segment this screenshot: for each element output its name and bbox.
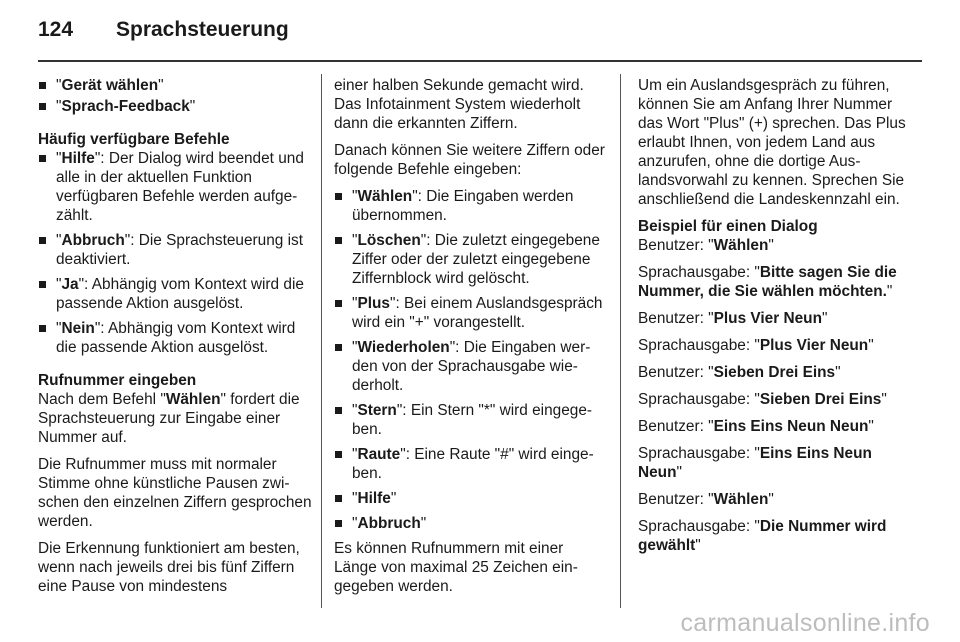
paragraph: Die Erkennung funktioniert am besten, wenn nach jeweils drei bis fünf Ziffern eine Pause von mindestens	[38, 540, 300, 595]
list-item-pre: "	[352, 232, 358, 249]
dialog-line	[638, 363, 906, 382]
utterance: Plus Vier Neun	[713, 310, 822, 327]
list-item-pre: "	[352, 490, 358, 507]
command-name: Wiederholen	[357, 339, 450, 356]
speaker: Sprachausgabe: "	[638, 264, 760, 281]
utterance: Sieben Drei Eins	[759, 391, 882, 408]
list-item-post: ": Die zuletzt eingegebene Ziffer oder der zuletzt eingegebene Ziffernblock wird gelöscht.	[352, 232, 600, 287]
list-item-post: ": Bei einem Auslandsgespräch wird ein "+" vorangestellt.	[352, 295, 603, 331]
list-item-pre: "	[56, 77, 62, 94]
list-item	[334, 338, 610, 395]
utterance: Wählen	[713, 491, 769, 508]
dialog-line	[638, 444, 906, 482]
utterance: Die Nummer wird gewählt	[638, 518, 887, 554]
dialog-line	[638, 517, 906, 555]
command-name: Abbruch	[357, 515, 421, 532]
speaker: Benutzer: "	[638, 491, 714, 508]
quote-close: "	[768, 237, 774, 254]
list-item-pre: "	[352, 295, 358, 312]
list-item	[334, 294, 610, 332]
speaker: Benutzer: "	[638, 418, 714, 435]
command-name: Ja	[61, 276, 79, 293]
command-name: Hilfe	[357, 490, 391, 507]
paragraph	[38, 390, 314, 447]
list-item-pre: "	[352, 188, 358, 205]
command-name: Plus	[357, 295, 390, 312]
command-list-digits	[334, 187, 610, 533]
speaker: Benutzer: "	[638, 364, 714, 381]
list-item	[38, 149, 314, 225]
command-list-common	[38, 149, 314, 357]
dialog-line	[638, 309, 906, 328]
list-item-post: "	[390, 490, 397, 507]
command-name: Abbruch	[61, 232, 125, 249]
paragraph: Danach können Sie weitere Ziffern oder folgende Befehle eingeben:	[334, 142, 605, 178]
command-name: Gerät wählen	[61, 77, 159, 94]
text-span: " fordert die Sprachsteuerung zur Eingabe einer Nummer auf.	[38, 391, 300, 446]
list-item-post: "	[189, 98, 196, 115]
command-name: Hilfe	[61, 150, 95, 167]
section-heading-example: Beispiel für einen Dialog	[638, 218, 818, 235]
command-name: Löschen	[357, 232, 421, 249]
list-item-pre: "	[56, 320, 62, 337]
command-name: Nein	[61, 320, 95, 337]
list-item	[334, 187, 610, 225]
list-item-pre: "	[56, 276, 62, 293]
list-item	[334, 514, 610, 533]
list-item-post: ": Abhängig vom Kontext wird die passende Aktion ausgelöst.	[56, 320, 296, 356]
watermark-text: carmanualsonline.info	[680, 609, 930, 637]
quote-close: "	[835, 364, 841, 381]
list-item	[334, 489, 610, 508]
command-name: Stern	[357, 402, 397, 419]
speaker: Benutzer: "	[638, 310, 714, 327]
column-divider-1	[321, 74, 322, 608]
text-span: Nach dem Befehl "	[38, 391, 166, 408]
speaker: Sprachausgabe: "	[638, 518, 760, 535]
utterance: Plus Vier Neun	[759, 337, 869, 354]
list-item-post: ": Ein Stern "*" wird eingegeben.	[352, 402, 593, 438]
paragraph: Um ein Auslandsgespräch zu führen, können Sie am Anfang Ihrer Nummer das Wort "Plus" (+) sprechen. Das Plus erlaubt Ihnen, von jedem Land aus anzurufen, ohne die dortige Auslandsvorwahl zu kennen. Sprechen Sie anschließend die Landeskennzahl ein.	[638, 77, 906, 208]
list-item	[334, 445, 610, 483]
section-heading-common: Häufig verfügbare Befehle	[38, 131, 230, 148]
dialog-line	[638, 336, 906, 355]
speaker: Sprachausgabe: "	[638, 391, 760, 408]
column-1	[38, 76, 314, 604]
list-item-pre: "	[56, 232, 62, 249]
list-item-pre: "	[352, 339, 358, 356]
dialog-line	[638, 236, 906, 255]
list-item-pre: "	[56, 98, 62, 115]
command-name: Wählen	[357, 188, 413, 205]
utterance: Bitte sagen Sie die Nummer, die Sie wählen möchten.	[638, 264, 897, 300]
column-divider-2	[620, 74, 621, 608]
utterance: Sieben Drei Eins	[713, 364, 836, 381]
list-item	[38, 76, 314, 95]
list-item-pre: "	[352, 402, 358, 419]
dialog-line	[638, 390, 906, 409]
list-item-post: ": Der Dialog wird beendet und alle in der aktuellen Funktion verfügbaren Befehle werden aufgezählt.	[56, 150, 304, 224]
list-item-pre: "	[56, 150, 62, 167]
column-3	[638, 76, 906, 563]
list-item-post: ": Abhängig vom Kontext wird die passende Aktion ausgelöst.	[56, 276, 304, 312]
header-rule	[38, 60, 922, 62]
paragraph: Es können Rufnummern mit einer Länge von maximal 25 Zeichen eingegeben werden.	[334, 540, 578, 595]
command-name: Sprach-Feedback	[61, 98, 190, 115]
paragraph: Die Rufnummer muss mit normaler Stimme ohne künstliche Pausen zwischen den einzelnen Ziffern gesprochen werden.	[38, 456, 312, 530]
quote-close: "	[676, 464, 682, 481]
command-name: Raute	[357, 446, 401, 463]
command-name: Wählen	[165, 391, 221, 408]
quote-close: "	[768, 491, 774, 508]
speaker: Sprachausgabe: "	[638, 445, 760, 462]
section-heading-dial: Rufnummer eingeben	[38, 372, 197, 389]
command-list-top	[38, 76, 314, 116]
list-item-pre: "	[352, 515, 358, 532]
list-item-post: "	[158, 77, 164, 94]
list-item	[38, 97, 314, 116]
list-item-post: ": Die Sprachsteuerung ist deaktiviert.	[56, 232, 304, 268]
quote-close: "	[821, 310, 828, 327]
utterance: Wählen	[713, 237, 769, 254]
page-number: 124	[38, 18, 74, 41]
dialog-line	[638, 417, 906, 436]
list-item-post: ": Eine Raute "#" wird eingeben.	[352, 446, 594, 482]
list-item	[334, 231, 610, 288]
list-item	[38, 275, 314, 313]
speaker: Sprachausgabe: "	[638, 337, 760, 354]
dialog-line	[638, 490, 906, 509]
quote-close: "	[868, 418, 874, 435]
utterance: Eins Eins Neun Neun	[638, 445, 872, 481]
list-item	[334, 401, 610, 439]
page-header	[38, 18, 289, 48]
page-title: Sprachsteuerung	[116, 18, 289, 41]
list-item-post: ": Die Eingaben werden übernommen.	[352, 188, 574, 224]
quote-close: "	[868, 337, 874, 354]
quote-close: "	[695, 537, 701, 554]
dialog-line	[638, 263, 906, 301]
list-item	[38, 319, 314, 357]
paragraph: einer halben Sekunde gemacht wird. Das Infotainment System wiederholt dann die erkannten Ziffern.	[334, 77, 584, 132]
utterance: Eins Eins Neun Neun	[713, 418, 869, 435]
quote-close: "	[881, 391, 887, 408]
list-item	[38, 231, 314, 269]
quote-close: "	[886, 283, 893, 300]
list-item-post: ": Die Eingaben werden von der Sprachausgabe wiederholt.	[352, 339, 591, 394]
list-item-pre: "	[352, 446, 358, 463]
column-2	[334, 76, 610, 604]
list-item-post: "	[420, 515, 427, 532]
speaker: Benutzer: "	[638, 237, 714, 254]
